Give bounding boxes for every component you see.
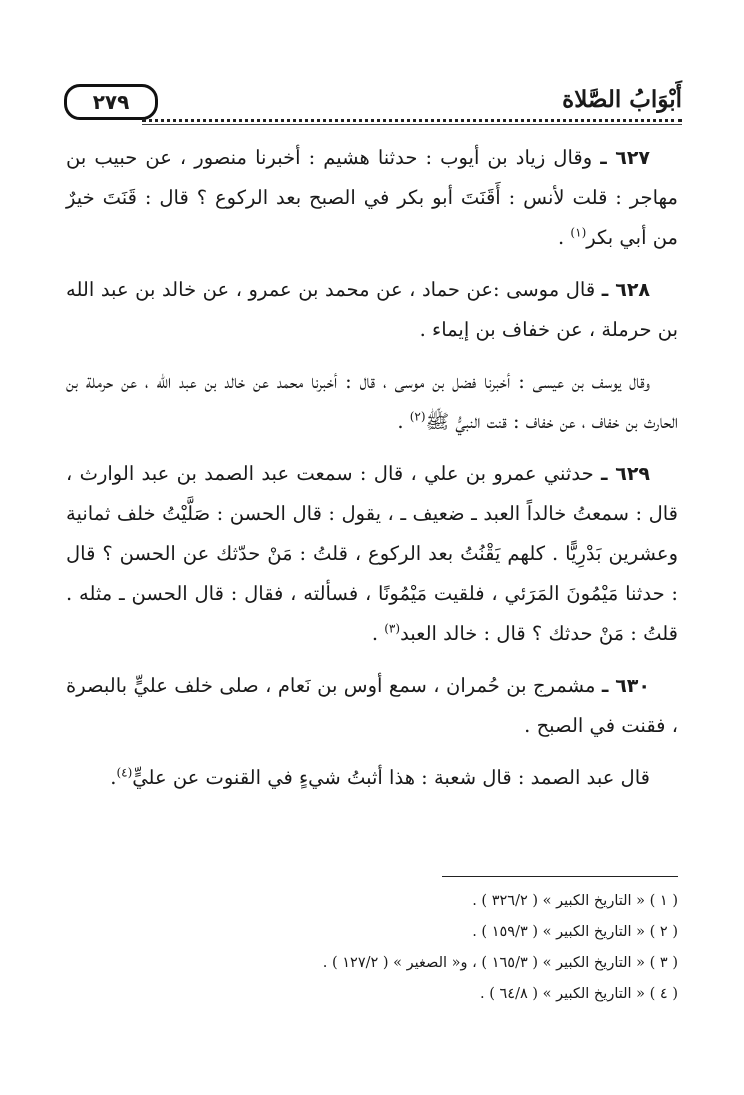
header-dotted-rule xyxy=(142,119,682,122)
hadith-text: حدثني عمرو بن علي ، قال : سمعت عبد الصمد بن عبد الوارث ، قال : سمعتُ خالداً العبد ـ ضعيف ـ ، يقول : قال الحسن : صَلَّيْتُ خلف ثمانية وعشرين بَدْرِيًّا . كلهم يَقْنُتُ بعد الركوع ، قلتُ : مَنْ حدّثك عن الحسن ؟ قال : حدثنا مَيْمُونَ المَرَئي ، فلقيت مَيْمُونًا ، فسألته ، فقال : قال الحسن ـ مثله . قلتُ : مَنْ حدثك ؟ قال : خالد العبد xyxy=(66,462,678,645)
hadith-text: وقال زياد بن أيوب : حدثنا هشيم : أخبرنا منصور ، عن حبيب بن مهاجر : قلت لأنس : أَقَنَتَ أبو بكر في الصبح بعد الركوع ؟ قال : قَنَتَ خيرٌ من أبي بكر xyxy=(66,146,678,249)
footnote-1: ( ١ ) « التاريخ الكبير » ( ٣٢٦/٢ ) . xyxy=(472,893,678,909)
footnote-ref[interactable]: (٤) xyxy=(116,765,133,780)
hadith-629 xyxy=(66,454,678,654)
chapter-title: أَبْوَابُ الصَّلاة xyxy=(562,86,682,113)
hadith-text: قال عبد الصمد : قال شعبة : هذا أثبتُ شيءٍ في القنوت عن عليٍّ xyxy=(132,766,650,789)
hadith-628 xyxy=(66,270,678,350)
footnote-separator xyxy=(442,876,678,877)
footnote-ref[interactable]: (٢) xyxy=(409,409,426,424)
hadith-text: مشمرج بن حُمران ، سمع أوس بن نَعام ، صلى خلف عليٍّ بالبصرة ، فقنت في الصبح . xyxy=(66,674,678,737)
footnote-2: ( ٢ ) « التاريخ الكبير » ( ١٥٩/٣ ) . xyxy=(472,924,678,940)
hadith-630-continued xyxy=(66,758,678,798)
hadith-number: ٦٢٧ ـ xyxy=(600,147,651,169)
hadith-number: ٦٣٠ ـ xyxy=(601,675,650,697)
hadith-627 xyxy=(66,138,678,258)
header-rule xyxy=(142,124,682,125)
page-number: ٢٧٩ xyxy=(92,90,130,114)
page-number-badge xyxy=(64,84,158,120)
footnote-ref[interactable]: (٣) xyxy=(384,621,401,636)
footnote-4: ( ٤ ) « التاريخ الكبير » ( ٦٤/٨ ) . xyxy=(480,986,678,1002)
hadith-tail: . xyxy=(110,766,117,789)
footnote-3: ( ٣ ) « التاريخ الكبير » ( ١٦٥/٣ ) ، و« الصغير » ( ١٢٧/٢ ) . xyxy=(322,955,678,971)
hadith-tail: . xyxy=(397,410,410,433)
hadith-tail: . xyxy=(558,226,571,249)
hadith-text: قال موسى :عن حماد ، عن محمد بن عمرو ، عن خالد بن عبد الله بن حرملة ، عن خفاف بن إيماء . xyxy=(66,278,678,341)
page-header xyxy=(62,80,682,124)
main-text xyxy=(66,138,678,810)
hadith-628-continued xyxy=(66,362,678,442)
footnotes xyxy=(66,886,678,1010)
footnote-ref[interactable]: (١) xyxy=(570,225,587,240)
hadith-tail: . xyxy=(371,622,385,645)
hadith-text: وقال يوسف بن عيسى : أخبرنا فضل بن موسى ، قال : أخبرنا محمد عن خالد بن عبد الله ، عن حرملة بن الحارث بن خفاف ، عن خفاف : قنت النبيُّ ﷺ xyxy=(66,370,678,433)
hadith-number: ٦٢٨ ـ xyxy=(601,279,651,301)
hadith-630 xyxy=(66,666,678,746)
hadith-number: ٦٢٩ ـ xyxy=(600,463,651,485)
